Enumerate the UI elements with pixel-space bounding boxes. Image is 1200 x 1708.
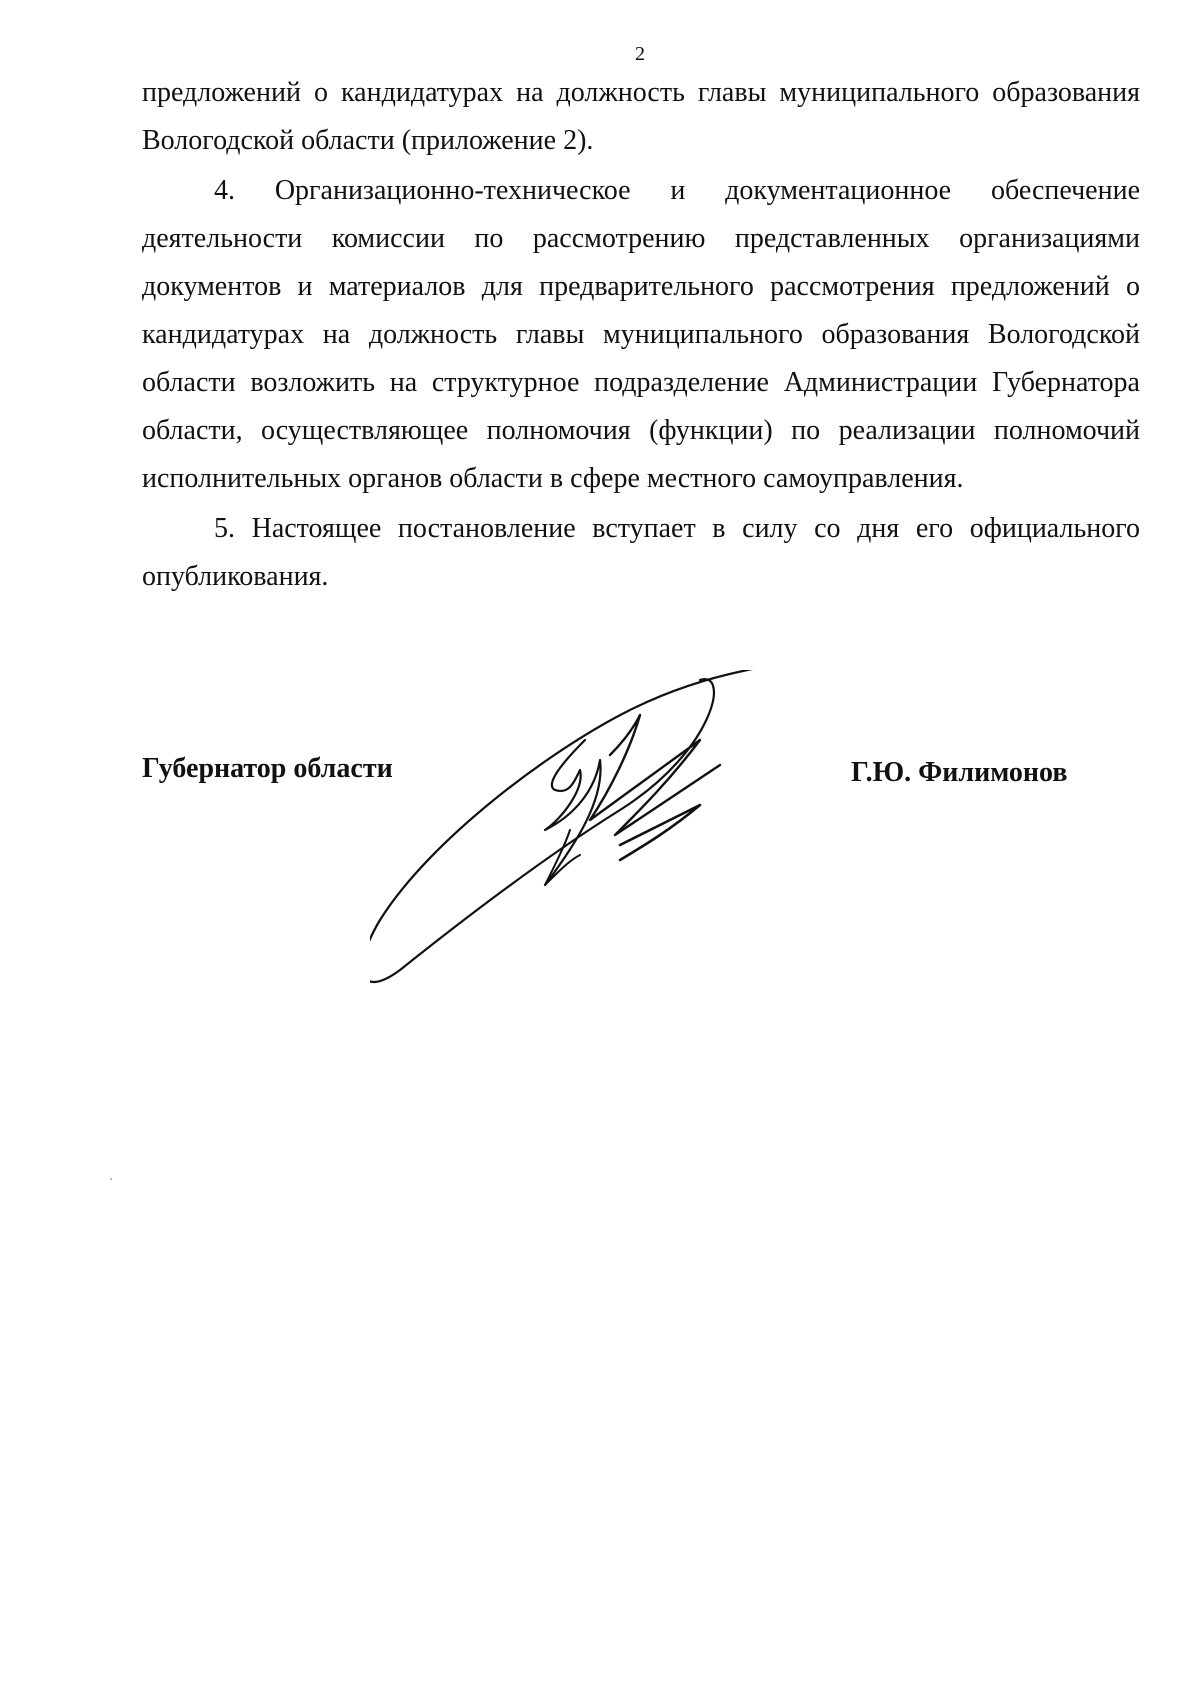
paragraph-5: 5. Настоящее постановление вступает в силу со дня его официального опубликования. — [142, 513, 1140, 592]
position-title: Губернатор области — [142, 753, 393, 784]
handwritten-signature — [370, 670, 890, 990]
document-body — [142, 69, 1140, 603]
paragraph-4: 4. Организационно-техническое и документационное обеспечение деятельности комиссии по рассмотрению представленных организациями документов и материалов для предварительного рассмотрения предложений о кандидатурах на должность главы муниципального образования Вологодской области возложить на структурное подразделение Администрации Губернатора области, осуществляющее полномочия (функции) по реализации полномочий исполнительных органов области в сфере местного самоуправления. — [142, 175, 1140, 494]
page-number: 2 — [635, 43, 645, 65]
paragraph-continuation: предложений о кандидатурах на должность главы муниципального образования Вологодской области (приложение 2). — [142, 77, 1140, 156]
scan-artifact — [110, 1178, 112, 1180]
signer-name: Г.Ю. Филимонов — [851, 757, 1068, 788]
